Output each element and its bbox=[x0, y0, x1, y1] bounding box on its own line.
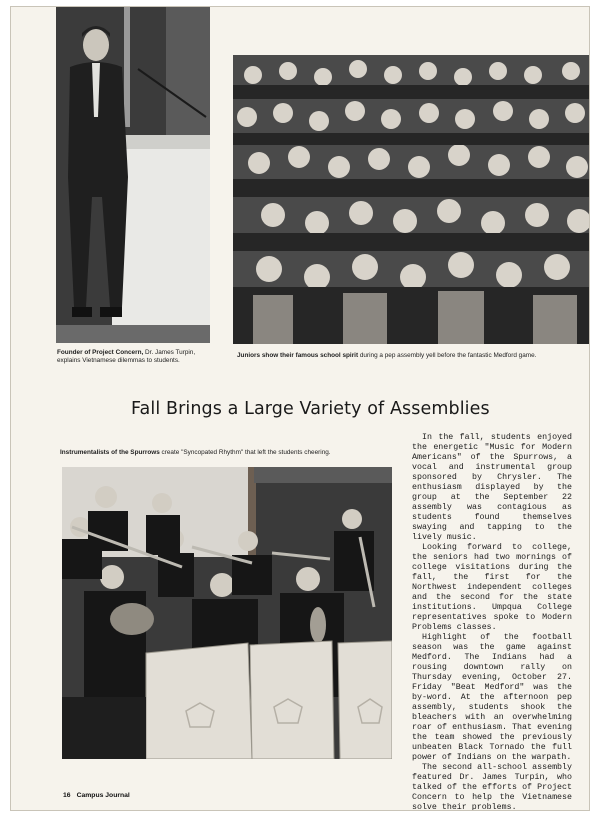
caption-text: during a pep assembly yell before the fantastic Medford game. bbox=[358, 352, 537, 359]
caption-lead: Juniors show their famous school spirit bbox=[237, 352, 359, 359]
yearbook-page bbox=[10, 6, 590, 811]
article-paragraph: Looking forward to college, the seniors had two mornings of college visitations during the fall, the first for the Northwest independent colleges and the second for the state institutions. Umpqua College representatives spoke to Modern Problems classes. bbox=[412, 543, 572, 632]
speaker-caption bbox=[57, 349, 212, 365]
crowd-caption bbox=[237, 352, 590, 360]
band-caption bbox=[60, 449, 400, 457]
caption-text: Dr. James Turpin, explains Vietnamese dilemmas to students. bbox=[57, 349, 196, 364]
page-number: 16 bbox=[63, 792, 71, 799]
page-footer bbox=[63, 792, 136, 799]
speaker-photo bbox=[56, 7, 210, 343]
caption-lead: Founder of Project Concern, bbox=[57, 349, 144, 356]
crowd-photo bbox=[233, 55, 590, 344]
page-headline: Fall Brings a Large Variety of Assemblies bbox=[131, 399, 490, 419]
caption-lead: Instrumentalists of the Spurrows bbox=[60, 449, 160, 456]
caption-text: create "Syncopated Rhythm" that left the students cheering. bbox=[159, 449, 331, 456]
article-paragraph: Highlight of the football season was the game against Medford. The Indians had a rousing downtown rally on Thursday evening, October 27. Friday "Beat Medford" was the by-word. At the afternoon pep assembly, students shook the bleachers with an overwhelming roar of enthusiasm. That evening the team showed the previously unbeaten Black Tornado the full power of Indians on the warpath. bbox=[412, 633, 572, 762]
section-name: Campus Journal bbox=[76, 792, 130, 799]
article-body bbox=[412, 433, 572, 811]
article-paragraph: In the fall, students enjoyed the energetic "Music for Modern Americans" of the Spurrows, a vocal and instrumental group sponsored by Chrysler. The enthusiasm displayed by the group at the September 22 assembly was contagious as students found themselves swaying and tapping to the lively music. bbox=[412, 433, 572, 542]
article-paragraph: The second all-school assembly featured Dr. James Turpin, who talked of the efforts of Project Concern to help the Vietnamese solve their problems. bbox=[412, 763, 572, 811]
band-photo bbox=[62, 467, 392, 759]
